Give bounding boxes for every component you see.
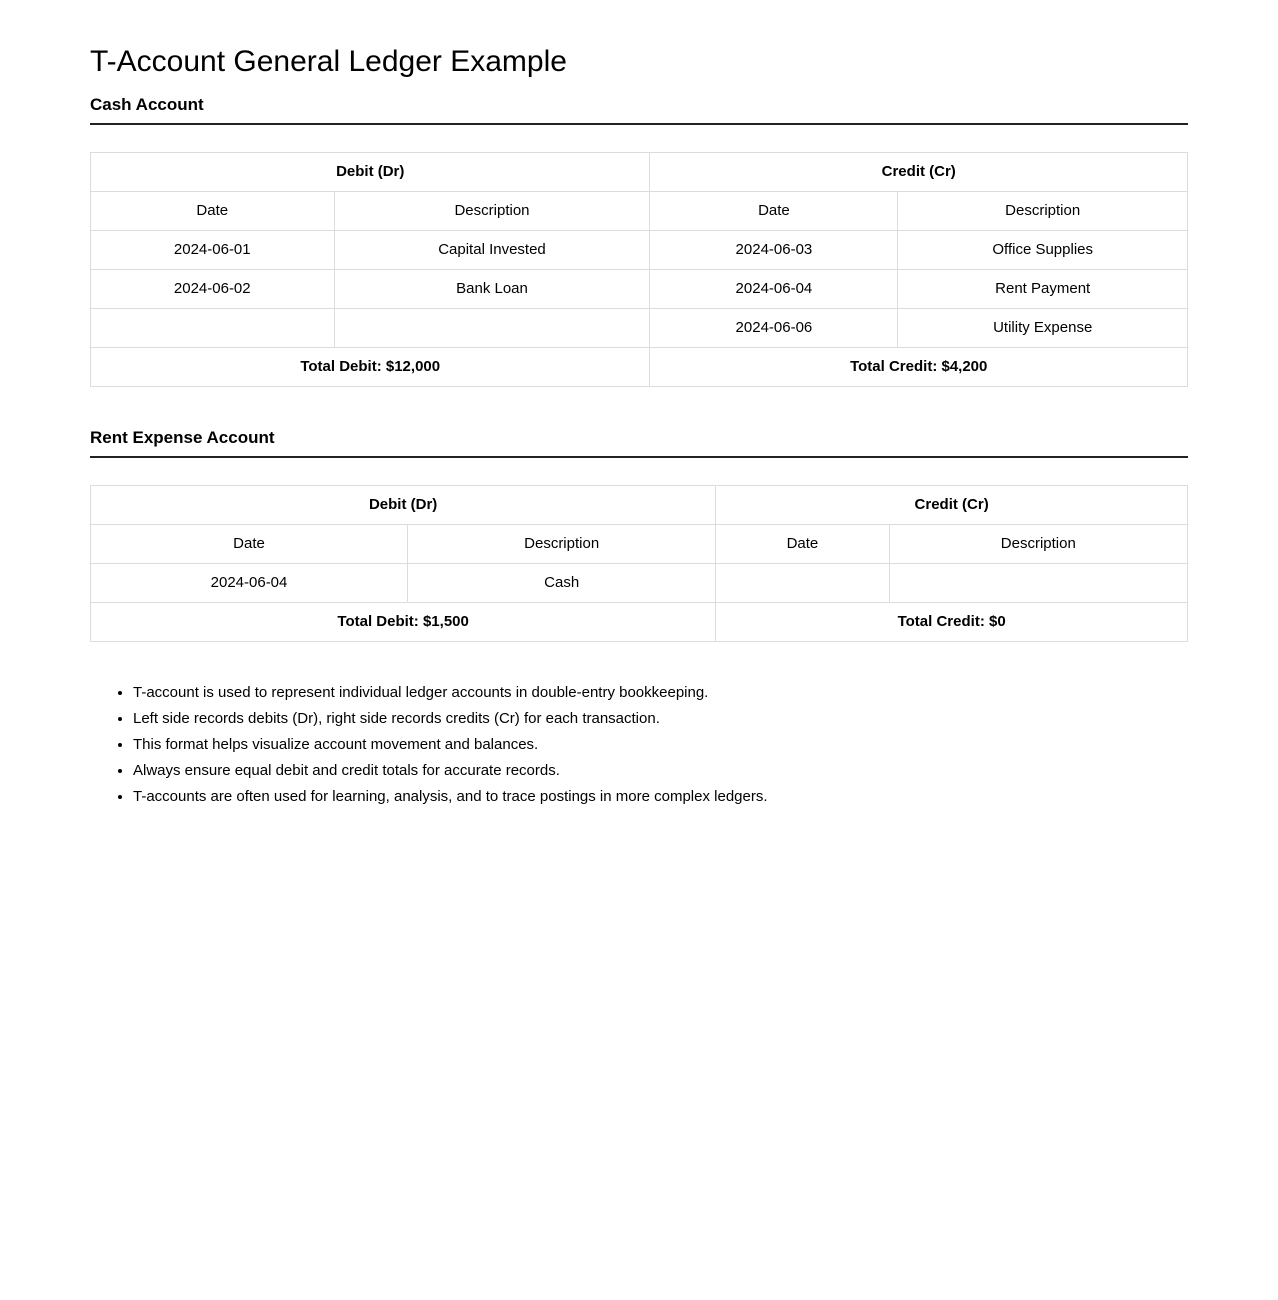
description-cell: Utility Expense: [898, 308, 1188, 347]
date-cell: [91, 308, 335, 347]
credit-header-cell: Credit (Cr): [716, 485, 1188, 524]
total-debit-cell: Total Debit: $12,000: [91, 347, 650, 386]
description-cell: [334, 308, 650, 347]
table-row: [91, 269, 1188, 308]
list-item: • T-accounts are often used for learning, analysis, and to trace postings in more complex ledgers.: [133, 784, 1188, 810]
table-row: [91, 485, 1188, 524]
description-column-header: Description: [408, 524, 716, 563]
description-cell: Cash: [408, 563, 716, 602]
table-row: [91, 524, 1188, 563]
table-row: [91, 602, 1188, 641]
date-column-header: Date: [650, 191, 898, 230]
rent-expense-account-heading: Rent Expense Account: [90, 428, 1188, 458]
date-column-header: Date: [91, 524, 408, 563]
description-column-header: Description: [898, 191, 1188, 230]
description-cell: Rent Payment: [898, 269, 1188, 308]
table-row: [91, 347, 1188, 386]
debit-header-cell: Debit (Dr): [91, 152, 650, 191]
date-cell: 2024-06-01: [91, 230, 335, 269]
date-cell: 2024-06-06: [650, 308, 898, 347]
table-row: [91, 191, 1188, 230]
description-cell: Bank Loan: [334, 269, 650, 308]
list-item: • Always ensure equal debit and credit totals for accurate records.: [133, 758, 1188, 784]
cash-account-table: [90, 152, 1188, 387]
date-cell: 2024-06-02: [91, 269, 335, 308]
description-cell: Office Supplies: [898, 230, 1188, 269]
table-row: [91, 230, 1188, 269]
notes-list: [90, 680, 1188, 810]
list-item: • This format helps visualize account movement and balances.: [133, 732, 1188, 758]
total-debit-cell: Total Debit: $1,500: [91, 602, 716, 641]
date-cell: 2024-06-04: [650, 269, 898, 308]
date-column-header: Date: [716, 524, 889, 563]
table-row: [91, 563, 1188, 602]
date-column-header: Date: [91, 191, 335, 230]
total-credit-cell: Total Credit: $4,200: [650, 347, 1188, 386]
list-item: • T-account is used to represent individual ledger accounts in double-entry bookkeeping.: [133, 680, 1188, 706]
list-item: • Left side records debits (Dr), right side records credits (Cr) for each transaction.: [133, 706, 1188, 732]
rent-expense-account-section: [90, 428, 1188, 642]
description-column-header: Description: [889, 524, 1187, 563]
table-row: [91, 152, 1188, 191]
page-title: T-Account General Ledger Example: [90, 45, 567, 78]
debit-header-cell: Debit (Dr): [91, 485, 716, 524]
description-column-header: Description: [334, 191, 650, 230]
date-cell: [716, 563, 889, 602]
date-cell: 2024-06-04: [91, 563, 408, 602]
table-row: [91, 308, 1188, 347]
total-credit-cell: Total Credit: $0: [716, 602, 1188, 641]
cash-account-heading: Cash Account: [90, 95, 1188, 125]
credit-header-cell: Credit (Cr): [650, 152, 1188, 191]
cash-account-section: [90, 95, 1188, 387]
rent-expense-account-table: [90, 485, 1188, 642]
date-cell: 2024-06-03: [650, 230, 898, 269]
description-cell: [889, 563, 1187, 602]
description-cell: Capital Invested: [334, 230, 650, 269]
